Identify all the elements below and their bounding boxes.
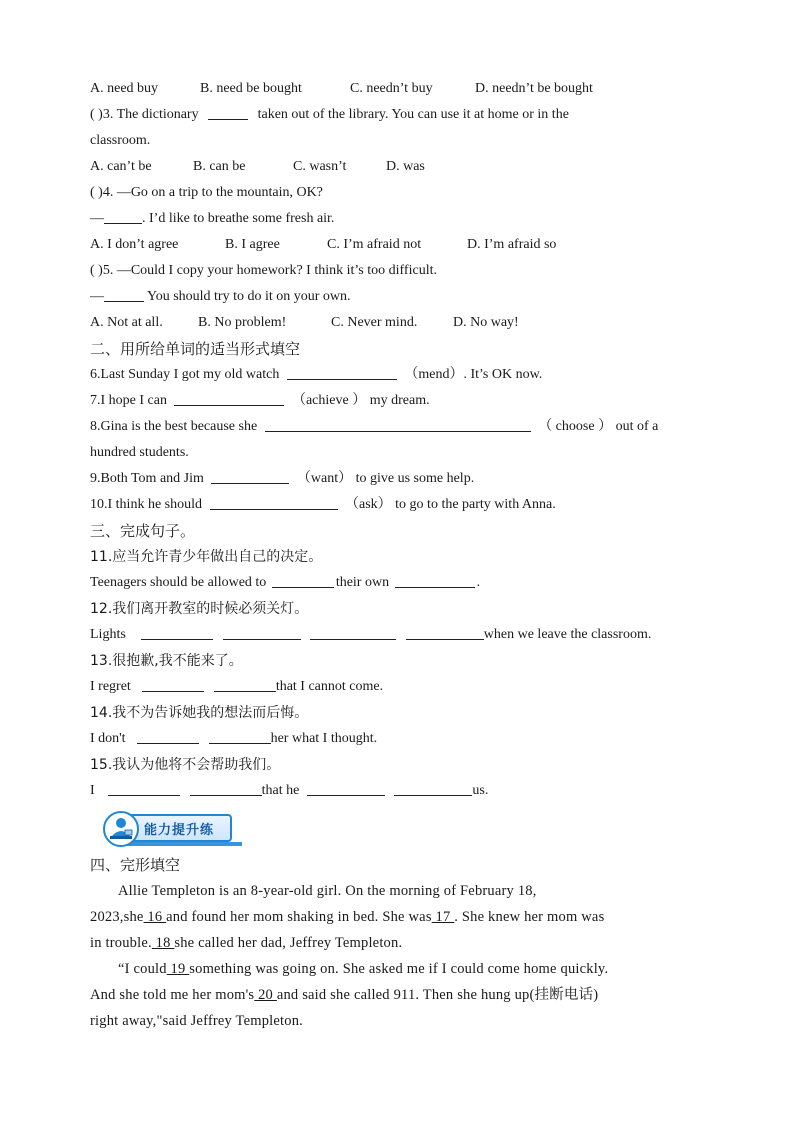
cloze-p2-line2 xyxy=(90,982,702,1008)
q11-chinese: 11.应当允许青少年做出自己的决定。 xyxy=(90,549,323,565)
cloze-p1-line3 xyxy=(90,930,702,956)
q4-option-d[interactable]: D. I’m afraid so xyxy=(467,237,557,252)
q10-blank[interactable] xyxy=(210,493,338,510)
q13-blank-2[interactable] xyxy=(214,675,276,692)
cloze-blank-20[interactable]: 20 xyxy=(254,987,277,1003)
cloze-p1-text-1: Allie Templeton is an 8-year-old girl. On the morning of February 18, xyxy=(118,883,537,899)
q11-text-c: . xyxy=(476,575,481,590)
q4-dash: — xyxy=(90,211,104,226)
cloze-blank-17[interactable]: 17 xyxy=(431,909,455,925)
q8-text: 8.Gina is the best because she xyxy=(90,419,258,434)
q3-continuation: classroom. xyxy=(90,133,151,148)
cloze-p2-line3: right away,"said Jeffrey Templeton. xyxy=(90,1013,303,1029)
q15-blank-4[interactable] xyxy=(394,779,472,796)
q2-option-d[interactable]: D. needn’t be bought xyxy=(475,81,593,96)
q4-option-c[interactable]: C. I’m afraid not xyxy=(327,237,422,252)
q15-english xyxy=(90,778,702,804)
q11-blank-1[interactable] xyxy=(272,571,334,588)
q7-hint: （achieve ） my dream. xyxy=(291,393,430,408)
q4-response-text: . I’d like to breathe some fresh air. xyxy=(142,211,335,226)
badge-underline xyxy=(126,842,242,846)
q14-blank-2[interactable] xyxy=(209,727,271,744)
q11-text-b: their own xyxy=(335,575,390,590)
q4-options xyxy=(90,232,702,258)
q3-option-a[interactable]: A. can’t be xyxy=(90,159,152,174)
q9-blank[interactable] xyxy=(211,467,289,484)
q10-hint: （ask） to go to the party with Anna. xyxy=(345,497,556,512)
q12-text-b: when we leave the classroom. xyxy=(483,627,652,642)
q14-chinese: 14.我不为告诉她我的想法而后悔。 xyxy=(90,705,309,721)
cloze-text: “I could xyxy=(118,961,167,977)
ability-badge xyxy=(102,812,236,846)
q3-question xyxy=(90,102,702,128)
q12-blank-2[interactable] xyxy=(223,623,301,640)
section4-title: 四、完形填空 xyxy=(90,856,181,874)
q10-text: 10.I think he should xyxy=(90,497,202,512)
q2-option-b[interactable]: B. need be bought xyxy=(200,81,302,96)
q7-text: 7.I hope I can xyxy=(90,393,167,408)
q5-response xyxy=(90,284,702,310)
q4-response xyxy=(90,206,702,232)
cloze-text: and said she called 911. Then she hung up(挂断电话) xyxy=(276,987,599,1003)
q5-option-c[interactable]: C. Never mind. xyxy=(331,315,418,330)
q5-blank[interactable] xyxy=(104,285,144,302)
q11-english xyxy=(90,570,702,596)
cloze-text: she called her dad, Jeffrey Templeton. xyxy=(174,935,403,951)
q5-options xyxy=(90,310,702,336)
q6-item xyxy=(90,362,702,388)
q15-blank-3[interactable] xyxy=(307,779,385,796)
q13-english xyxy=(90,674,702,700)
q3-option-c[interactable]: C. wasn’t xyxy=(293,159,347,174)
q10-item xyxy=(90,492,702,518)
q8-item xyxy=(90,414,702,440)
q5-response-text: You should try to do it on your own. xyxy=(144,289,351,304)
cloze-text: And she told me her mom's xyxy=(90,987,255,1003)
q2-option-a[interactable]: A. need buy xyxy=(90,81,159,96)
q5-option-d[interactable]: D. No way! xyxy=(453,315,519,330)
cloze-text: . She knew her mom was xyxy=(454,909,605,925)
cloze-text: and found her mom shaking in bed. She was xyxy=(166,909,432,925)
q7-blank[interactable] xyxy=(174,389,284,406)
cloze-blank-19[interactable]: 19 xyxy=(166,961,190,977)
badge-label: 能力提升练 xyxy=(144,823,215,838)
q15-blank-1[interactable] xyxy=(108,779,180,796)
q2-option-c[interactable]: C. needn’t buy xyxy=(350,81,433,96)
q12-chinese: 12.我们离开教室的时候必须关灯。 xyxy=(90,601,309,617)
q12-english xyxy=(90,622,702,648)
q13-chinese: 13.很抱歉,我不能来了。 xyxy=(90,653,243,669)
q9-item xyxy=(90,466,702,492)
q9-text: 9.Both Tom and Jim xyxy=(90,471,204,486)
q3-stem: ( )3. The dictionary xyxy=(90,107,199,122)
q8-blank[interactable] xyxy=(265,415,531,432)
q6-text: 6.Last Sunday I got my old watch xyxy=(90,367,280,382)
q12-blank-4[interactable] xyxy=(406,623,484,640)
q3-options xyxy=(90,154,702,180)
q5-dash: — xyxy=(90,289,104,304)
q6-blank[interactable] xyxy=(287,363,397,380)
cloze-p2-line1 xyxy=(90,956,702,982)
q12-text-a: Lights xyxy=(90,627,126,642)
q13-text-a: I regret xyxy=(90,679,131,694)
q9-hint: （want） to give us some help. xyxy=(296,471,475,486)
q15-chinese: 15.我认为他将不会帮助我们。 xyxy=(90,757,281,773)
q4-option-a[interactable]: A. I don’t agree xyxy=(90,237,179,252)
student-at-desk-icon xyxy=(102,810,142,848)
ability-badge-row xyxy=(90,804,702,852)
q13-blank-1[interactable] xyxy=(142,675,204,692)
q6-hint: （mend）. It’s OK now. xyxy=(404,367,543,382)
q14-english xyxy=(90,726,702,752)
q13-text-b: that I cannot come. xyxy=(275,679,384,694)
q7-item xyxy=(90,388,702,414)
cloze-blank-18[interactable]: 18 xyxy=(151,935,175,951)
section2-title: 二、用所给单词的适当形式填空 xyxy=(90,340,301,358)
worksheet-page xyxy=(90,76,702,1034)
cloze-text: in trouble. xyxy=(90,935,152,951)
cloze-blank-16[interactable]: 16 xyxy=(143,909,167,925)
q8-continuation: hundred students. xyxy=(90,445,189,460)
q4-blank[interactable] xyxy=(104,207,142,224)
q5-option-a[interactable]: A. Not at all. xyxy=(90,315,163,330)
q2-options xyxy=(90,76,702,102)
q15-text-b: that he xyxy=(261,783,300,798)
q3-option-d[interactable]: D. was xyxy=(386,159,425,174)
q4-question: ( )4. —Go on a trip to the mountain, OK? xyxy=(90,185,323,200)
q14-blank-1[interactable] xyxy=(137,727,199,744)
q15-blank-2[interactable] xyxy=(190,779,262,796)
q3-option-b[interactable]: B. can be xyxy=(193,159,246,174)
q14-text-b: her what I thought. xyxy=(270,731,378,746)
q15-text-c: us. xyxy=(472,783,489,798)
q3-stem-rest: taken out of the library. You can use it at home or in the xyxy=(257,107,569,122)
q11-text-a: Teenagers should be allowed to xyxy=(90,575,267,590)
q15-text-a: I xyxy=(90,783,95,798)
cloze-p1-line2 xyxy=(90,904,702,930)
q12-blank-3[interactable] xyxy=(310,623,396,640)
q14-text-a: I don't xyxy=(90,731,126,746)
q5-option-b[interactable]: B. No problem! xyxy=(198,315,287,330)
cloze-text: 2023,she xyxy=(90,909,144,925)
q4-option-b[interactable]: B. I agree xyxy=(225,237,280,252)
cloze-p1-line1 xyxy=(90,878,702,904)
section3-title: 三、完成句子。 xyxy=(90,522,196,540)
q5-question: ( )5. —Could I copy your homework? I think it’s too difficult. xyxy=(90,263,437,278)
q3-blank[interactable] xyxy=(208,103,248,120)
q8-hint: （ choose ） out of a xyxy=(538,419,659,434)
q12-blank-1[interactable] xyxy=(141,623,213,640)
cloze-text: something was going on. She asked me if I could come home quickly. xyxy=(189,961,609,977)
q11-blank-2[interactable] xyxy=(395,571,475,588)
